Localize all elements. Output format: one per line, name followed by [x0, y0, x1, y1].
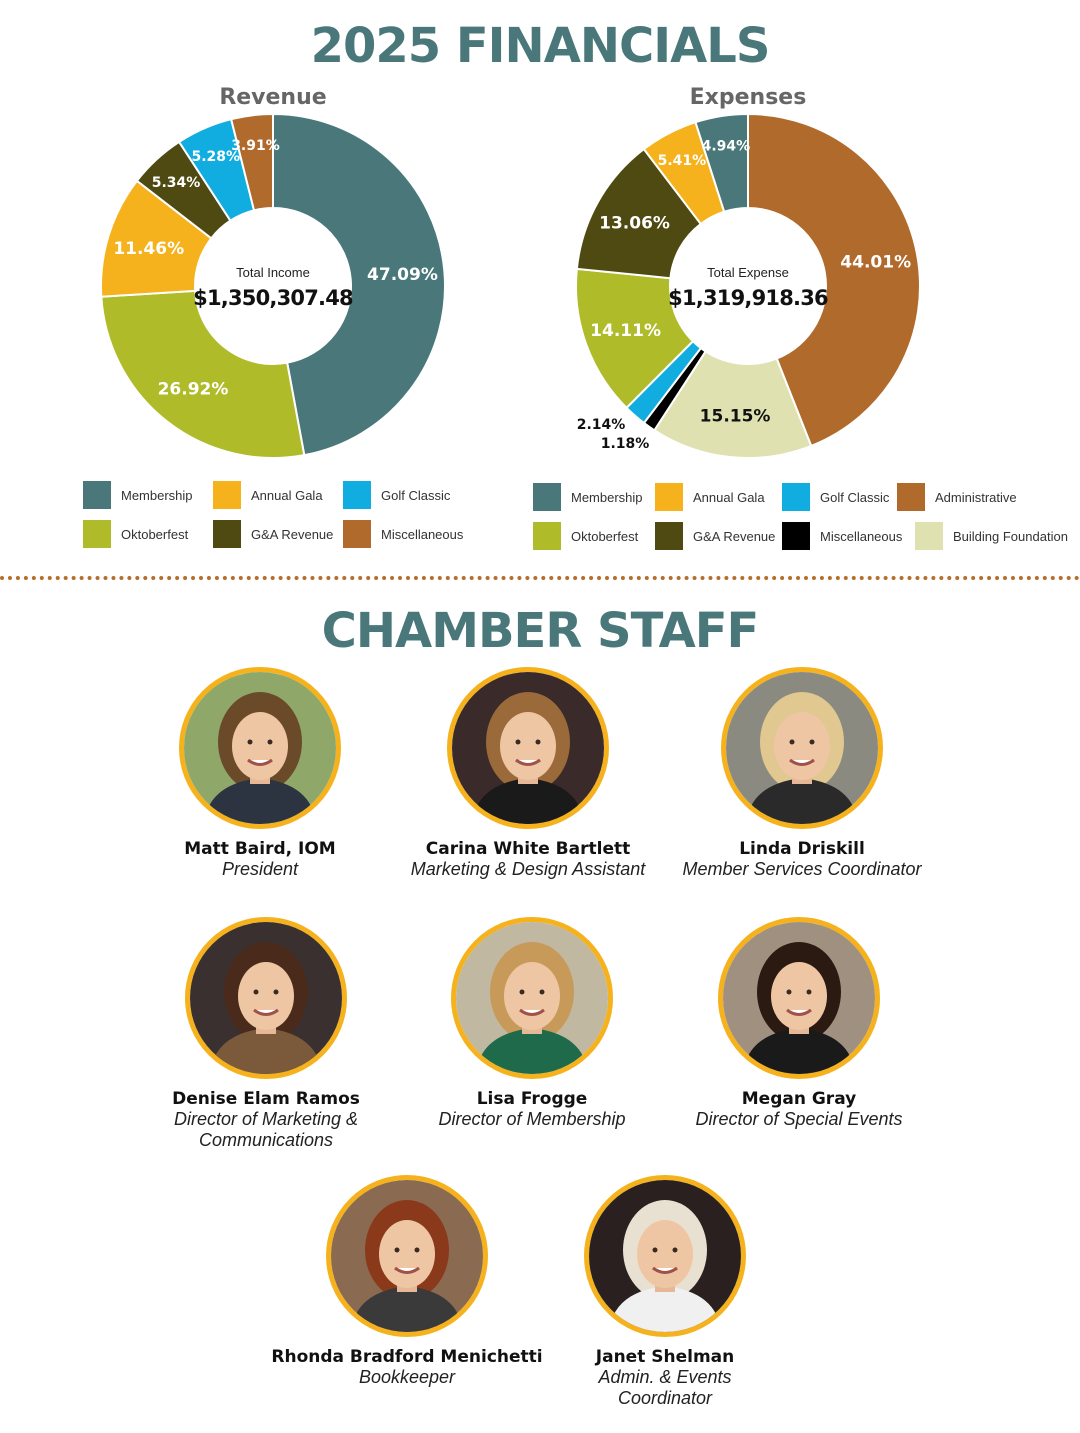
staff-photo — [721, 667, 883, 829]
staff-name: Rhonda Bradford Menichetti — [271, 1347, 543, 1367]
staff-role: Admin. & Events Coordinator — [598, 1367, 732, 1408]
legend-item-oktoberfest — [83, 520, 188, 548]
legend-swatch — [782, 483, 810, 511]
legend-item-golf-classic — [343, 481, 450, 509]
slice-label: 5.34% — [151, 174, 201, 191]
slice-label: 1.18% — [600, 436, 650, 452]
legend-swatch — [533, 522, 561, 550]
center-label: Total Expense — [707, 265, 789, 280]
staff-role: Director of Special Events — [695, 1109, 903, 1129]
staff-card — [110, 667, 410, 880]
legend-swatch — [533, 483, 561, 511]
legend-item-oktoberfest — [533, 522, 638, 550]
legend-item-miscellaneous — [782, 522, 902, 550]
staff-name: Megan Gray — [741, 1089, 857, 1109]
legend-swatch — [897, 483, 925, 511]
legend-label: Annual Gala — [693, 489, 765, 505]
legend-swatch — [655, 483, 683, 511]
financials-title: 2025 FINANCIALS — [310, 18, 770, 74]
legend-swatch — [782, 522, 810, 550]
legend-item-annual-gala — [213, 481, 323, 509]
legend-item-building-foundation — [915, 522, 1068, 550]
staff-card — [382, 917, 682, 1130]
legend-item-membership — [83, 481, 193, 509]
staff-name: Matt Baird, IOM — [184, 839, 336, 859]
legend-label: Golf Classic — [381, 487, 451, 503]
slice-label: 3.91% — [231, 138, 280, 155]
legend-label: Miscellaneous — [381, 526, 464, 542]
legend-label: Oktoberfest — [571, 528, 639, 544]
legend-label: Administrative — [935, 489, 1017, 505]
slice-label: 47.09% — [367, 265, 438, 286]
legend-label: Miscellaneous — [820, 528, 903, 544]
slice-label: 44.01% — [840, 252, 912, 273]
legend-label: Building Foundation — [953, 528, 1068, 544]
legend-item-g-a-revenue — [213, 520, 333, 548]
legend-swatch — [343, 520, 371, 548]
staff-role: President — [221, 859, 299, 879]
staff-role: Marketing & Design Assistant — [410, 859, 646, 879]
staff-card — [652, 667, 952, 880]
slice-label: 14.11% — [590, 320, 661, 341]
legend-label: Annual Gala — [251, 487, 323, 503]
staff-name: Lisa Frogge — [476, 1089, 588, 1109]
section-divider — [0, 576, 1080, 580]
slice-label: 4.94% — [701, 138, 751, 155]
staff-card — [257, 1175, 557, 1388]
staff-role: Bookkeeper — [358, 1367, 456, 1387]
staff-card — [649, 917, 949, 1130]
staff-photo — [718, 917, 880, 1079]
expenses-chart-title: Expenses — [689, 85, 807, 110]
legend-item-miscellaneous — [343, 520, 463, 548]
legend-swatch — [655, 522, 683, 550]
legend-label: Oktoberfest — [121, 526, 189, 542]
staff-photo — [326, 1175, 488, 1337]
legend-label: Membership — [571, 489, 643, 505]
legend-swatch — [915, 522, 943, 550]
slice-label: 5.41% — [657, 153, 707, 170]
center-label: Total Income — [236, 265, 310, 280]
legend-item-g-a-revenue — [655, 522, 775, 550]
staff-photo — [451, 917, 613, 1079]
legend-item-golf-classic — [782, 483, 889, 511]
staff-card — [116, 917, 416, 1151]
staff-photo — [185, 917, 347, 1079]
legend-label: Golf Classic — [820, 489, 890, 505]
legend-item-annual-gala — [655, 483, 765, 511]
staff-photo — [179, 667, 341, 829]
slice-label: 2.14% — [576, 417, 626, 433]
legend-swatch — [83, 520, 111, 548]
slice-label: 5.28% — [191, 148, 241, 165]
staff-photo — [447, 667, 609, 829]
staff-role: Director of Marketing & Communications — [173, 1109, 359, 1150]
staff-name: Denise Elam Ramos — [172, 1089, 360, 1109]
legend-swatch — [213, 481, 241, 509]
staff-name: Janet Shelman — [595, 1347, 735, 1367]
slice-label: 11.46% — [113, 238, 185, 259]
staff-title: CHAMBER STAFF — [321, 603, 759, 659]
legend-label: G&A Revenue — [693, 528, 776, 544]
legend-swatch — [213, 520, 241, 548]
slice-label: 26.92% — [157, 379, 229, 400]
staff-card — [515, 1175, 815, 1409]
legend-item-administrative — [897, 483, 1017, 511]
legend-label: Membership — [121, 487, 193, 503]
staff-role: Director of Membership — [438, 1109, 626, 1129]
center-total-value: $1,319,918.36 — [668, 286, 828, 310]
staff-role: Member Services Coordinator — [682, 859, 922, 879]
legend-swatch — [83, 481, 111, 509]
staff-name: Linda Driskill — [739, 839, 865, 859]
slice-label: 13.06% — [599, 213, 670, 234]
legend-label: G&A Revenue — [251, 526, 334, 542]
center-total-value: $1,350,307.48 — [193, 286, 353, 310]
legend-item-membership — [533, 483, 643, 511]
revenue-chart-title: Revenue — [219, 85, 327, 110]
staff-card — [378, 667, 678, 880]
slice-label: 15.15% — [699, 406, 771, 427]
staff-photo — [584, 1175, 746, 1337]
staff-name: Carina White Bartlett — [425, 839, 631, 859]
expenses-donut-chart — [0, 0, 1080, 480]
legend-swatch — [343, 481, 371, 509]
